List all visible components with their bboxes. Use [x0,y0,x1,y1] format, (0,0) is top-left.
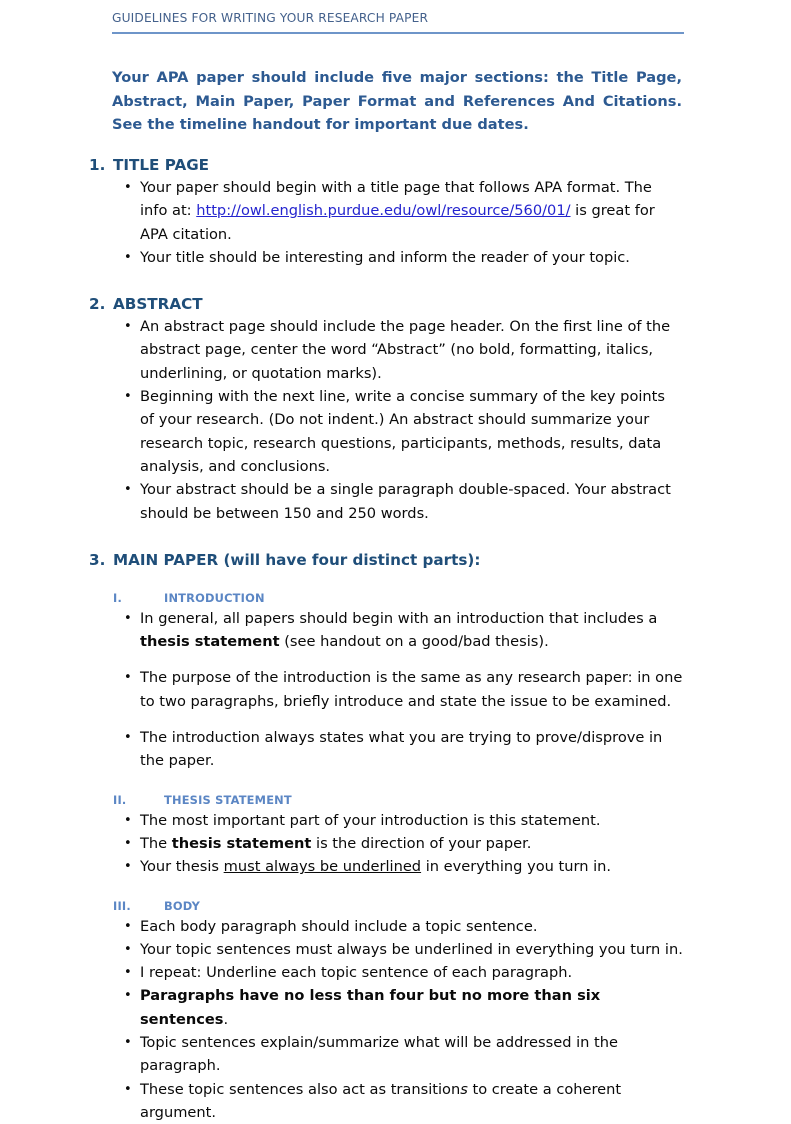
bullet-item [0,478,791,525]
bullet-list [0,809,791,879]
section-heading [0,549,791,571]
italic-run: s [460,1080,468,1098]
underlined-run: must always be underlined [223,858,422,876]
bullet-list [0,915,791,1124]
text-run: (see handout on a good/bad thesis). [279,633,549,651]
text-run: The purpose of the introduction is the same as any research paper: in one to two paragraphs, briefly introduce and state the issue to be examined. [140,669,683,710]
bullet-list [0,315,791,525]
document-header-title: GUIDELINES FOR WRITING YOUR RESEARCH PAPER [112,11,429,25]
subsection-heading [0,589,791,607]
numbered-section [0,154,791,269]
subsection-number: I. [113,590,122,605]
bullet-item [0,726,791,773]
bullet-list [0,176,791,269]
section-number: 1. [89,156,106,174]
bullet-item [0,246,791,269]
bullet-item [0,176,791,246]
section-title: ABSTRACT [113,295,203,314]
external-link[interactable]: http://owl.english.purdue.edu/owl/resource/560/01/ [196,202,571,220]
text-run: Your paper should begin with a title page that follows APA format. The info at: [140,179,652,220]
section-number: 3. [89,550,106,569]
text-run: is great for APA citation. [140,202,655,243]
subsection-number: II. [113,792,127,807]
vertical-spacer [0,773,791,791]
text-run: The most important part of your introduction is this statement. [140,811,601,829]
text-run: An abstract page should include the page header. On the first line of the abstract page, center the word “Abstract” (no bold, formatting, italics, underlining, or quotation marks). [140,318,671,382]
bullet-item [0,385,791,478]
bullet-item [0,915,791,938]
bullet-item [0,607,791,654]
bullet-item [0,666,791,713]
section-heading [0,154,791,176]
bullet-item [0,961,791,984]
bullet-list [0,607,791,773]
vertical-spacer [0,525,791,549]
vertical-spacer [0,571,791,589]
bullet-item [0,1031,791,1078]
header-divider-rule [112,32,684,34]
subsection-heading [0,897,791,915]
subsection-title: THESIS STATEMENT [164,792,292,807]
text-run: These topic sentences also act as transition [140,1080,461,1098]
text-run: I repeat: Underline each topic sentence of each paragraph. [140,964,573,982]
section-title: TITLE PAGE [113,156,210,174]
text-run: The [140,834,172,852]
text-run: Your title should be interesting and inform the reader of your topic. [140,248,630,266]
numbered-section [0,293,791,525]
section-heading [0,293,791,315]
text-run: is the direction of your paper. [311,834,532,852]
bullet-item [0,809,791,832]
text-run: Topic sentences explain/summarize what will be addressed in the paragraph. [140,1034,618,1075]
bullet-item [0,315,791,385]
text-run: In general, all papers should begin with an introduction that includes a [140,609,658,627]
vertical-spacer [0,269,791,293]
bullet-item [0,832,791,855]
subsection-title: INTRODUCTION [164,590,265,605]
text-run: Your topic sentences must always be underlined in everything you turn in. [140,940,683,958]
bullet-item [0,1078,791,1124]
intro-paragraph: Your APA paper should include five major sections: the Title Page, Abstract, Main Paper, Paper Format and References And Citations. See the timeline handout for important due dates. [112,69,682,133]
section-title: MAIN PAPER (will have four distinct parts): [113,550,481,569]
text-run: Beginning with the next line, write a concise summary of the key points of your research. (Do not indent.) An abstract should summarize your research topic, research questions, participants, methods, results, data analysis, and conclusions. [140,388,666,475]
bullet-item [0,855,791,878]
bullet-item [0,984,791,1031]
subsection-number: III. [113,898,131,913]
subsection-heading [0,791,791,809]
document-header [112,11,684,34]
bold-run: thesis statement [171,834,312,852]
text-run: . [223,1010,229,1028]
numbered-section [0,549,791,1124]
text-run: Your thesis [140,858,224,876]
bold-run: thesis statement [140,633,280,651]
bullet-item [0,938,791,961]
vertical-spacer [0,879,791,897]
document-body [0,154,791,1124]
text-run: in everything you turn in. [421,858,612,876]
bold-run: Paragraphs have no less than four but no more than six sentences [140,987,601,1028]
text-run: Each body paragraph should include a topic sentence. [140,917,538,935]
text-run: to create a coherent argument. [140,1080,622,1121]
text-run: Your abstract should be a single paragraph double-spaced. Your abstract should be between 150 and 250 words. [140,481,671,522]
subsection-title: BODY [164,898,201,913]
text-run: The introduction always states what you are trying to prove/disprove in the paper. [140,729,663,770]
section-number: 2. [89,295,106,314]
